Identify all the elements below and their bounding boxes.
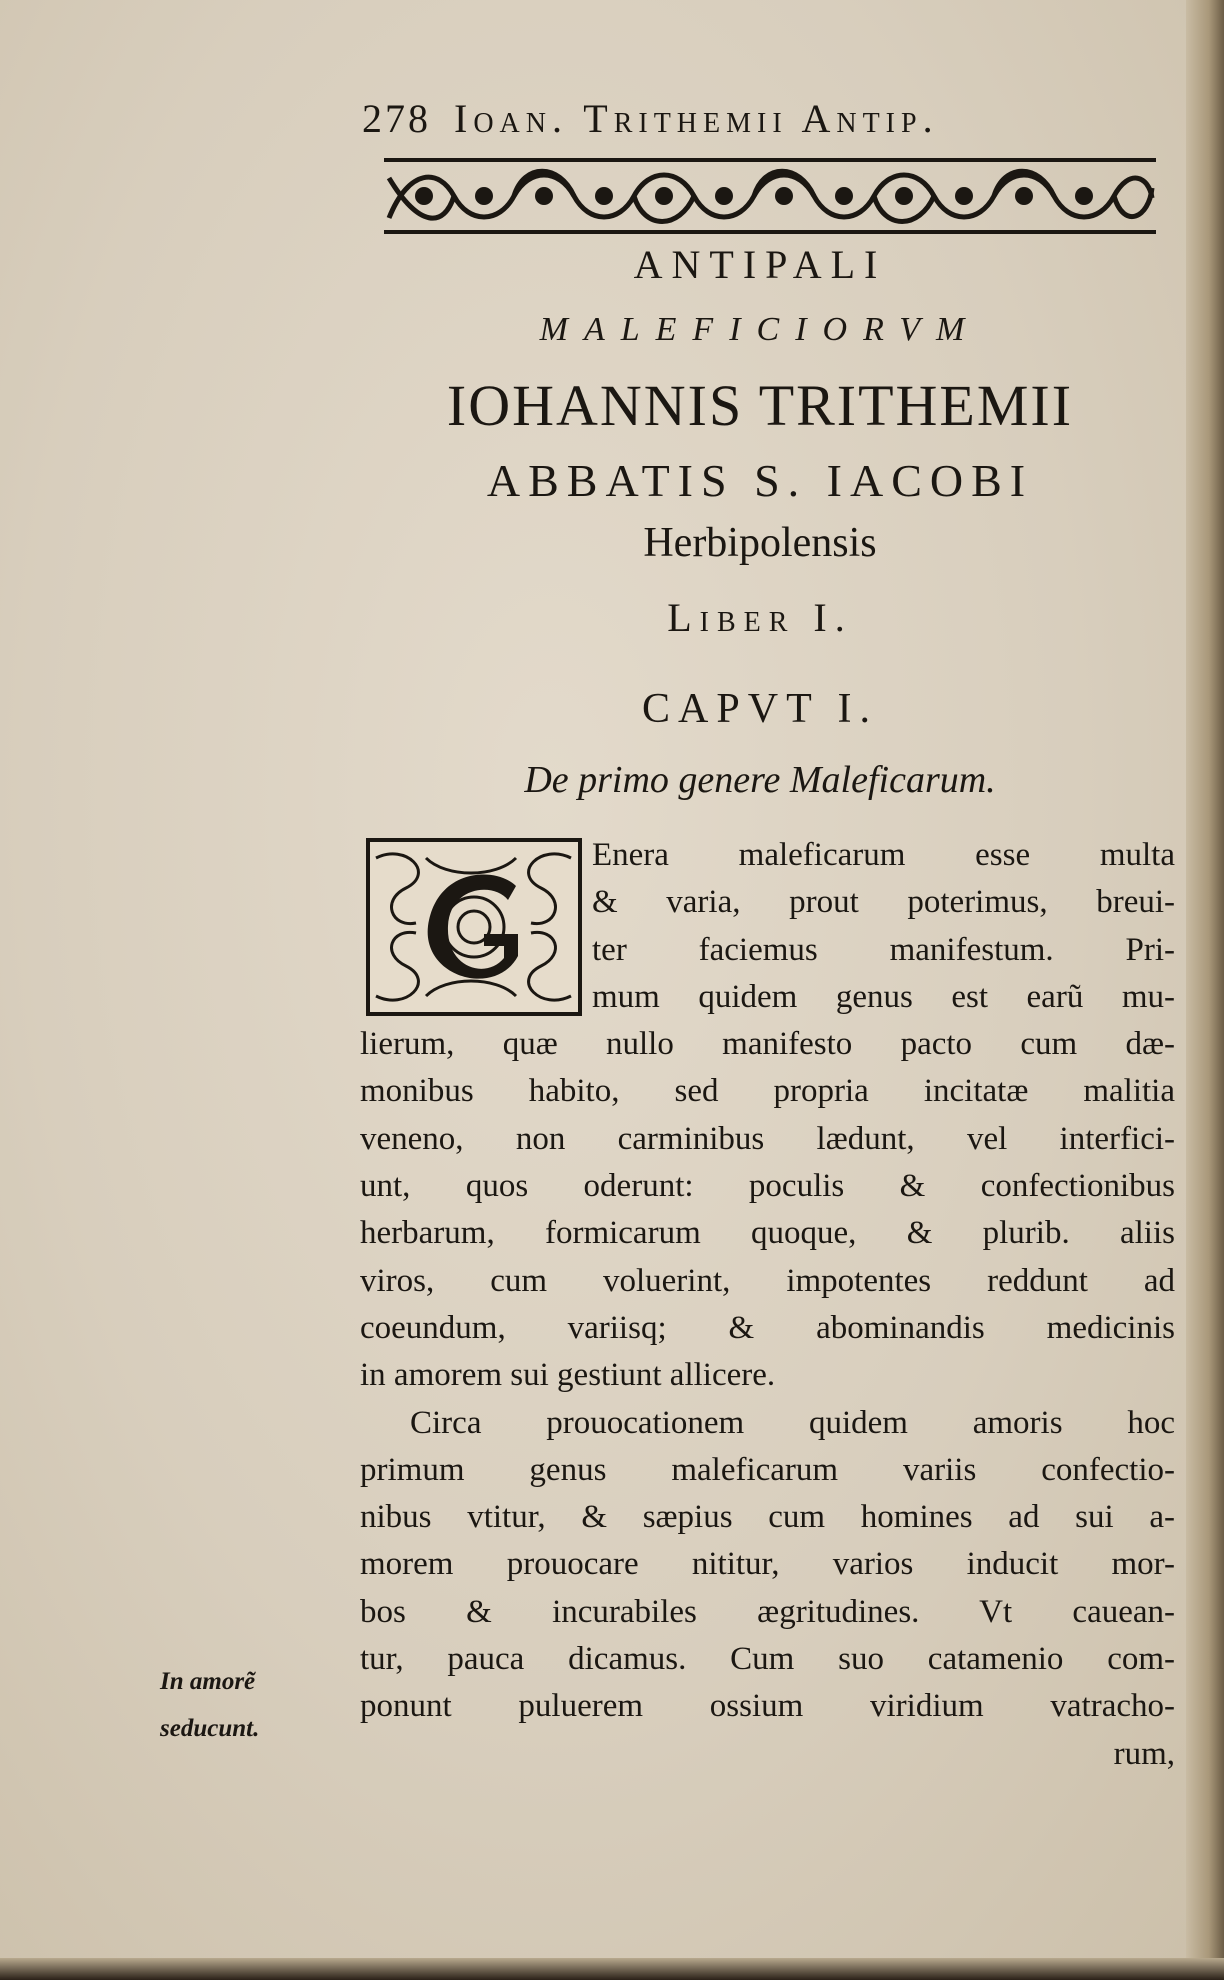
page-bottom-edge [0, 1958, 1224, 1980]
text-line: Enera maleficarum esse multa [592, 837, 1175, 873]
text-line: Circa prouocationem quidem amoris hoc [410, 1404, 1175, 1441]
text-line: in amorem sui gestiunt allicere. [360, 1357, 776, 1394]
text-line: monibus habito, sed propria incitatæ malitia [360, 1073, 1175, 1110]
chapter-subtitle: De primo genere Maleficarum. [524, 759, 996, 801]
title-block [330, 236, 1190, 810]
text-line: viros, cum voluerint, impotentes reddunt ad [360, 1262, 1175, 1299]
author-title: ABBATIS S. IACOBI [486, 455, 1034, 506]
chapter-heading: CAPVT I. [642, 686, 878, 732]
catchword: rum, [1113, 1735, 1175, 1772]
text-line: primum genus maleficarum variis confectio- [360, 1451, 1175, 1488]
main-text [360, 832, 1175, 1778]
text-line: unt, quos oderunt: poculis & confectionibus [360, 1168, 1175, 1205]
margin-note: In amorẽ [160, 1668, 256, 1695]
text-line: bos & incurabiles ægritudines. Vt cauean- [360, 1593, 1175, 1630]
running-title: Ioan. Trithemii Antip. [454, 95, 939, 141]
text-line: ponunt puluerem ossium viridium vatracho- [360, 1688, 1175, 1725]
author-place: Herbipolensis [643, 520, 877, 566]
binding-edge [1186, 0, 1224, 1980]
text-line: mum quidem genus est earũ mu- [592, 978, 1175, 1015]
text-line: lierum, quæ nullo manifesto pacto cum dæ- [360, 1026, 1175, 1063]
text-line: tur, pauca dicamus. Cum suo catamenio com- [360, 1641, 1175, 1678]
text-line: herbarum, formicarum quoque, & plurib. aliis [360, 1215, 1175, 1252]
text-line: morem prouocare nititur, varios inducit mor- [360, 1546, 1175, 1583]
running-head [362, 92, 1152, 144]
page-number: 278 [362, 95, 431, 141]
author-name: IOHANNIS TRITHEMII [446, 373, 1074, 438]
book-number: Liber I. [667, 595, 853, 640]
text-line: & varia, prout poterimus, breui- [592, 884, 1175, 921]
text-line: ter faciemus manifestum. Pri- [592, 931, 1175, 968]
margin-note: seducunt. [160, 1715, 260, 1742]
text-line: veneno, non carminibus lædunt, vel interfici- [360, 1120, 1175, 1157]
title-antipali: ANTIPALI [633, 242, 887, 287]
text-line: coeundum, variisq; & abominandis medicinis [360, 1309, 1175, 1346]
ornamental-headpiece [384, 158, 1156, 234]
text-line: nibus vtitur, & sæpius cum homines ad sui a- [360, 1499, 1175, 1536]
title-maleficiorum: MALEFICIORVM [539, 311, 981, 348]
